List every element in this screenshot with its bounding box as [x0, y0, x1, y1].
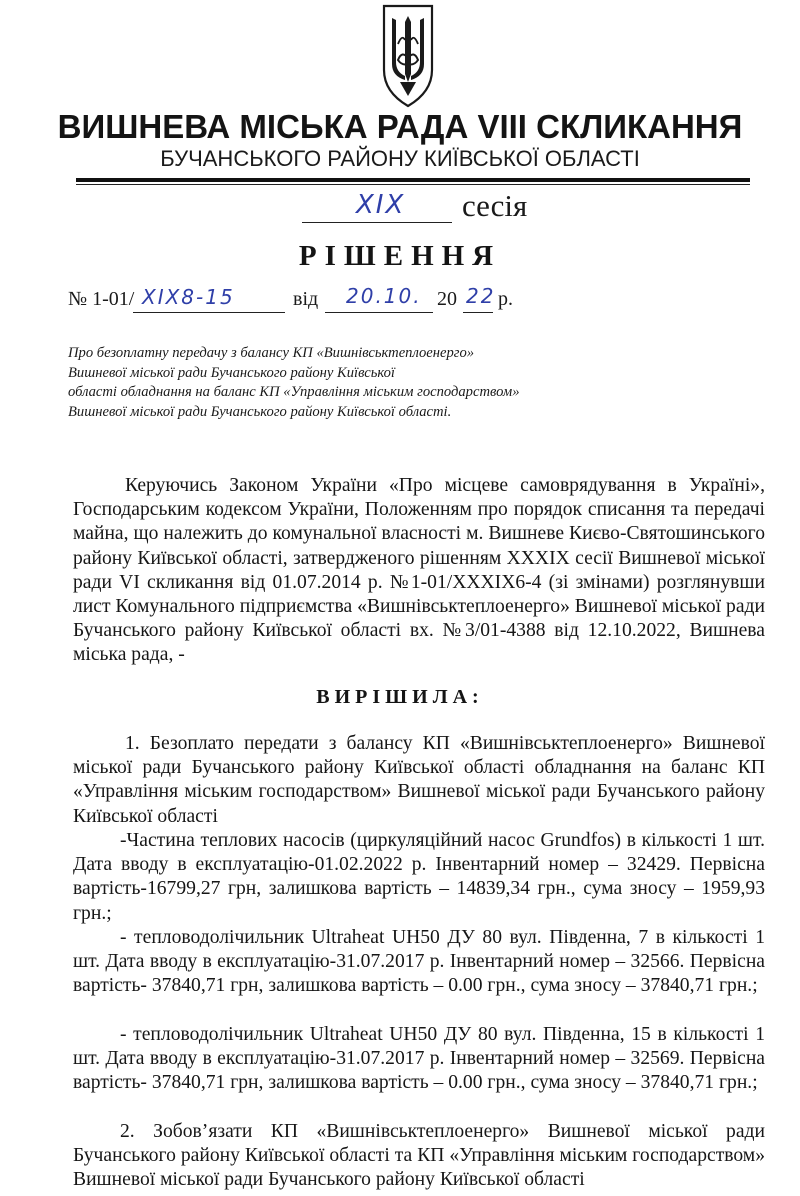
- subject-line: Вишневої міської ради Бучанського району Київської області.: [68, 403, 452, 420]
- resolved-heading: ВИРІШИЛА:: [316, 686, 484, 708]
- item-1-paragraph: 1. Безоплато передати з балансу КП «Вишнівськтеплоенерго» Вишневої міської ради Бучанського району Київської області обладнання на баланс КП «Управління міським господарством» Вишневої міської ради Бучанського району Київської області: [73, 733, 765, 827]
- coat-of-arms-trident-icon: [380, 4, 436, 108]
- item-1-meter-15-paragraph: - тепловодолічильник Ultraheat UH50 ДУ 80 вул. Південна, 15 в кількості 1 шт. Дата вводу в експлуатацію-31.07.2017 р. Інвентарний номер – 32569. Первісна вартість- 37840,71 грн, залишкова вартість – 0.00 грн., сума зносу – 37840,71 грн.;: [73, 1024, 765, 1094]
- decision-subject: [68, 344, 588, 422]
- ref-prefix: № 1-01/: [68, 288, 135, 310]
- item-1-meter-7-paragraph: - тепловодолічильник Ultraheat UH50 ДУ 80 вул. Південна, 7 в кількості 1 шт. Дата вводу в експлуатацію-31.07.2017 р. Інвентарний номер – 32566. Первісна вартість- 37840,71 грн, залишкова вартість – 0.00 грн., сума зносу – 37840,71 грн.;: [73, 927, 765, 997]
- ref-from-label: від: [293, 288, 319, 310]
- district-name: БУЧАНСЬКОГО РАЙОНУ КИЇВСЬКОЇ ОБЛАСТІ: [160, 146, 640, 171]
- item-1-pump-paragraph: -Частина теплових насосів (циркуляційний насос Grundfos) в кількості 1 шт. Дата вводу в експлуатацію-01.02.2022 р. Інвентарний номер – 32429. Первісна вартість-16799,27 грн, залишкова вартість – 14839,34 грн., сума зносу – 1959,93 грн.;: [73, 830, 765, 924]
- subject-line: області обладнання на баланс КП «Управління міським господарством»: [68, 384, 520, 400]
- subject-line: Вишневої міської ради Бучанського району Київської: [68, 364, 395, 381]
- ref-number-handwritten: XIX8-15: [142, 285, 235, 309]
- council-name: ВИШНЕВА МІСЬКА РАДА VIII СКЛИКАННЯ: [57, 108, 743, 145]
- session-label: сесія: [462, 188, 528, 223]
- header-rule-thin: [76, 184, 750, 185]
- decision-title: РІШЕННЯ: [298, 240, 502, 272]
- ref-year-unit: р.: [498, 288, 513, 310]
- preamble-paragraph: Керуючись Законом України «Про місцеве самоврядування в Україні», Господарським кодексом України, Положенням про порядок списання та передачі майна, що належить до комунальної власності м. Вишневе Києво-Святошинського району Київської області, затвердженого рішенням XXXIX сесії Вишневої міської ради VI скликання від 01.07.2014 р. №1-01/XXXIX6-4 (зі змінами) розглянувши лист Комунального підприємства «Вишнівськтеплоенерго» Вишневої міської ради Бучанського району Київської області вх. №3/01-4388 від 12.10.2022, Вишнева міська рада, -: [73, 475, 765, 666]
- ref-date-handwritten: 20.10.: [346, 284, 422, 308]
- ref-year-prefix: 20: [437, 288, 457, 310]
- subject-line: Про безоплатну передачу з балансу КП «Вишнівськтеплоенерго»: [68, 345, 475, 361]
- header-rule-thick: [76, 178, 750, 182]
- item-2-paragraph: 2. Зобов’язати КП «Вишнівськтеплоенерго» Вишневої міської ради Бучанського району Київської області та КП «Управління міським господарством» Вишневої міської ради Бучанського району Київської області: [73, 1121, 765, 1191]
- session-number-handwritten: XIX: [356, 190, 406, 220]
- ref-year-handwritten: 22: [466, 284, 496, 308]
